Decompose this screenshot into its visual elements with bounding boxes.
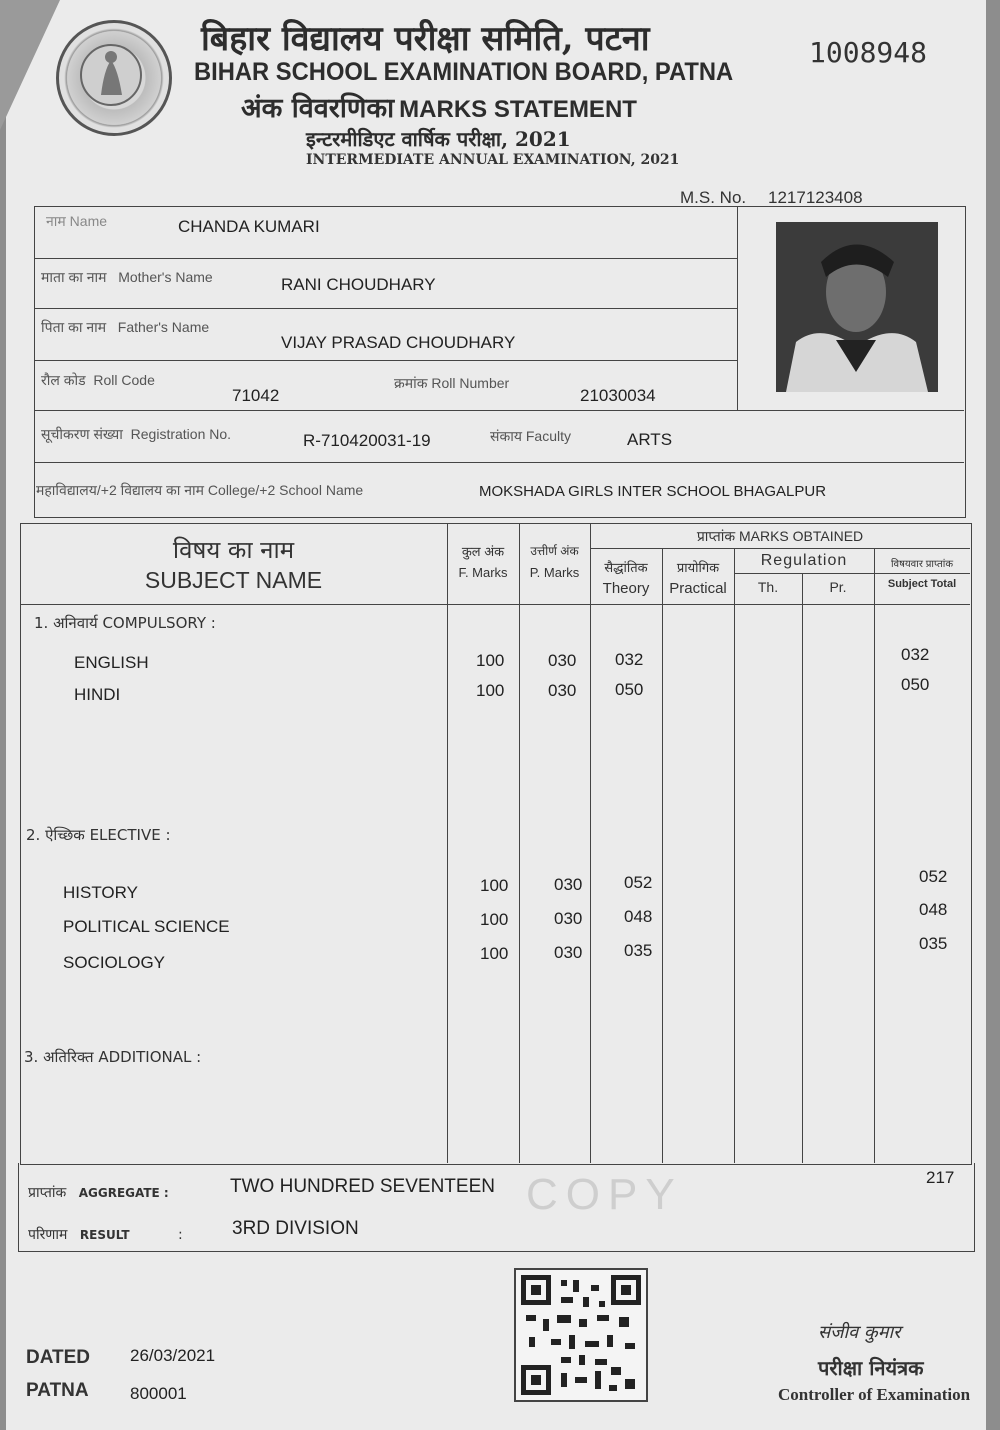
- col-divider: [802, 573, 803, 1163]
- row-divider: [34, 410, 964, 411]
- aggregate-total: 217: [926, 1168, 955, 1187]
- exam-name-hindi: इन्टरमीडिएट वार्षिक परीक्षा, 2021: [306, 127, 571, 151]
- board-seal-logo: [56, 20, 172, 136]
- subject-total: 035: [919, 934, 948, 953]
- college-name: MOKSHADA GIRLS INTER SCHOOL BHAGALPUR: [479, 483, 827, 500]
- subject-total-header-hindi: विषयवार प्राप्तांक: [890, 559, 954, 570]
- pass-marks: 030: [548, 651, 577, 670]
- college-label: महाविद्यालय/+2 विद्यालय का नाम College/+2 School Name: [36, 482, 364, 498]
- subject-total: 050: [901, 675, 930, 694]
- pass-marks: 030: [554, 909, 583, 928]
- statement-title: [241, 88, 637, 125]
- row-divider: [34, 360, 737, 361]
- row-divider: [34, 308, 737, 309]
- aggregate-label-hindi: प्राप्तांक: [28, 1185, 67, 1201]
- result-label: [28, 1225, 183, 1244]
- full-marks: 100: [476, 681, 505, 700]
- section-compulsory: 1. अनिवार्य COMPULSORY :: [34, 614, 216, 632]
- ms-no-label: M.S. No.: [680, 188, 747, 207]
- pass-marks: 030: [554, 875, 583, 894]
- subject-total: 048: [919, 900, 948, 919]
- subject-total: 032: [901, 645, 930, 664]
- pass-marks: 030: [548, 681, 577, 700]
- mother-label-english: Mother's Name: [118, 269, 213, 285]
- regulation-practical-header: Pr.: [829, 579, 847, 595]
- roll-code: 71042: [232, 386, 280, 405]
- board-name-hindi: बिहार विद्यालय परीक्षा समिति, पटना: [201, 19, 650, 59]
- faculty-label-english: Faculty: [525, 428, 571, 444]
- marks-statement-sheet: [6, 0, 986, 1430]
- subject-name: HINDI: [74, 685, 121, 704]
- roll-number-label-hindi: क्रमांक: [394, 375, 428, 391]
- father-label-hindi: पिता का नाम: [41, 319, 107, 335]
- row-divider: [34, 462, 964, 463]
- result-division: 3RD DIVISION: [232, 1218, 359, 1239]
- registration-label-english: Registration No.: [130, 426, 232, 442]
- section-additional: 3. अतिरिक्त ADDITIONAL :: [24, 1048, 202, 1066]
- roll-number-label-english: Roll Number: [431, 375, 510, 391]
- subject-header-english: SUBJECT NAME: [144, 567, 323, 593]
- theory-header: Theory: [602, 580, 650, 597]
- roll-number: 21030034: [580, 386, 656, 405]
- regulation-divider: [734, 573, 874, 574]
- practical-header-hindi: प्रायोगिक: [676, 560, 720, 575]
- photo-divider: [737, 206, 738, 410]
- father-name: VIJAY PRASAD CHOUDHARY: [281, 333, 516, 352]
- subject-total: 052: [919, 867, 948, 886]
- mother-name-label: [41, 268, 213, 287]
- roll-code-label-english: Roll Code: [93, 372, 155, 388]
- result-label-hindi: परिणाम: [28, 1227, 68, 1243]
- father-label-english: Father's Name: [117, 319, 210, 335]
- copy-watermark: COPY: [526, 1170, 683, 1219]
- marks-obtained-header: प्राप्तांक MARKS OBTAINED: [696, 528, 864, 544]
- aggregate-label: [28, 1183, 169, 1202]
- subject-total-header: Subject Total: [887, 578, 957, 590]
- subject-header-hindi: विषय का नाम: [172, 536, 295, 564]
- obtained-divider: [590, 548, 970, 549]
- roll-code-label-hindi: रौल कोड: [41, 372, 86, 388]
- father-name-label: [41, 318, 209, 337]
- theory-marks: 052: [624, 873, 653, 892]
- name-label: [46, 212, 107, 231]
- aggregate-label-english: AGGREGATE :: [78, 1186, 169, 1200]
- roll-number-label: [394, 374, 509, 393]
- section-elective: 2. ऐच्छिक ELECTIVE :: [26, 826, 171, 844]
- regulation-header: Regulation: [760, 552, 848, 569]
- full-marks: 100: [480, 910, 509, 929]
- subject-name: HISTORY: [63, 883, 138, 902]
- full-marks: 100: [476, 651, 505, 670]
- result-label-english: RESULT: [79, 1228, 130, 1242]
- statement-title-hindi: अंक विवरणिका: [241, 93, 395, 124]
- theory-header-hindi: सैद्धांतिक: [604, 560, 648, 575]
- aggregate-in-words: TWO HUNDRED SEVENTEEN: [230, 1176, 495, 1197]
- roll-code-label: [41, 371, 155, 390]
- registration-label-hindi: सूचीकरण संख्या: [41, 426, 123, 442]
- full-marks: 100: [480, 876, 509, 895]
- row-divider: [34, 258, 737, 259]
- pass-marks-header-hindi: उत्तीर्ण अंक: [530, 544, 579, 558]
- faculty: ARTS: [627, 430, 673, 449]
- total-divider: [874, 573, 970, 574]
- faculty-label: [490, 427, 571, 446]
- pass-marks: 030: [554, 943, 583, 962]
- full-marks: 100: [480, 944, 509, 963]
- full-marks-header-hindi: कुल अंक: [461, 544, 505, 559]
- controller-title-english: Controller of Examination: [778, 1385, 971, 1404]
- controller-title-hindi: परीक्षा नियंत्रक: [818, 1356, 924, 1380]
- theory-marks: 035: [624, 941, 653, 960]
- pass-marks-header: P. Marks: [529, 565, 580, 580]
- controller-signature: संजीव कुमार: [818, 1322, 901, 1343]
- exam-name-english: INTERMEDIATE ANNUAL EXAMINATION, 2021: [306, 152, 680, 168]
- result-colon: :: [178, 1227, 183, 1243]
- issue-date: 26/03/2021: [130, 1346, 216, 1365]
- practical-header: Practical: [669, 580, 727, 597]
- subject-name: ENGLISH: [74, 653, 149, 672]
- col-divider: [590, 523, 591, 1163]
- faculty-label-hindi: संकाय: [490, 428, 522, 444]
- student-name: CHANDA KUMARI: [178, 217, 320, 236]
- table-header-divider: [20, 604, 970, 605]
- dated-label: DATED: [26, 1347, 91, 1368]
- qr-code: [514, 1268, 648, 1402]
- name-label-hindi: नाम: [46, 213, 66, 229]
- mother-label-hindi: माता का नाम: [41, 269, 107, 285]
- theory-marks: 032: [615, 650, 644, 669]
- theory-marks: 048: [624, 907, 653, 926]
- board-name-english: BIHAR SCHOOL EXAMINATION BOARD, PATNA: [194, 58, 734, 86]
- mother-name: RANI CHOUDHARY: [281, 275, 436, 294]
- student-photo: [776, 222, 938, 392]
- registration-number: R-710420031-19: [303, 431, 431, 450]
- name-label-english: Name: [69, 213, 108, 229]
- col-divider: [874, 548, 875, 1163]
- col-divider: [519, 523, 520, 1163]
- col-divider: [447, 523, 448, 1163]
- serial-number: 1008948: [809, 36, 928, 69]
- col-divider: [734, 548, 735, 1163]
- theory-marks: 050: [615, 680, 644, 699]
- regulation-theory-header: Th.: [757, 579, 779, 595]
- ms-no-value: 1217123408: [768, 188, 863, 207]
- full-marks-header: F. Marks: [458, 565, 508, 580]
- place-label: PATNA: [26, 1380, 89, 1401]
- registration-label: [41, 425, 231, 444]
- subject-name: SOCIOLOGY: [63, 953, 166, 972]
- subject-name: POLITICAL SCIENCE: [63, 917, 230, 936]
- statement-title-english: MARKS STATEMENT: [399, 96, 637, 123]
- col-divider: [662, 548, 663, 1163]
- pin-code: 800001: [130, 1384, 187, 1403]
